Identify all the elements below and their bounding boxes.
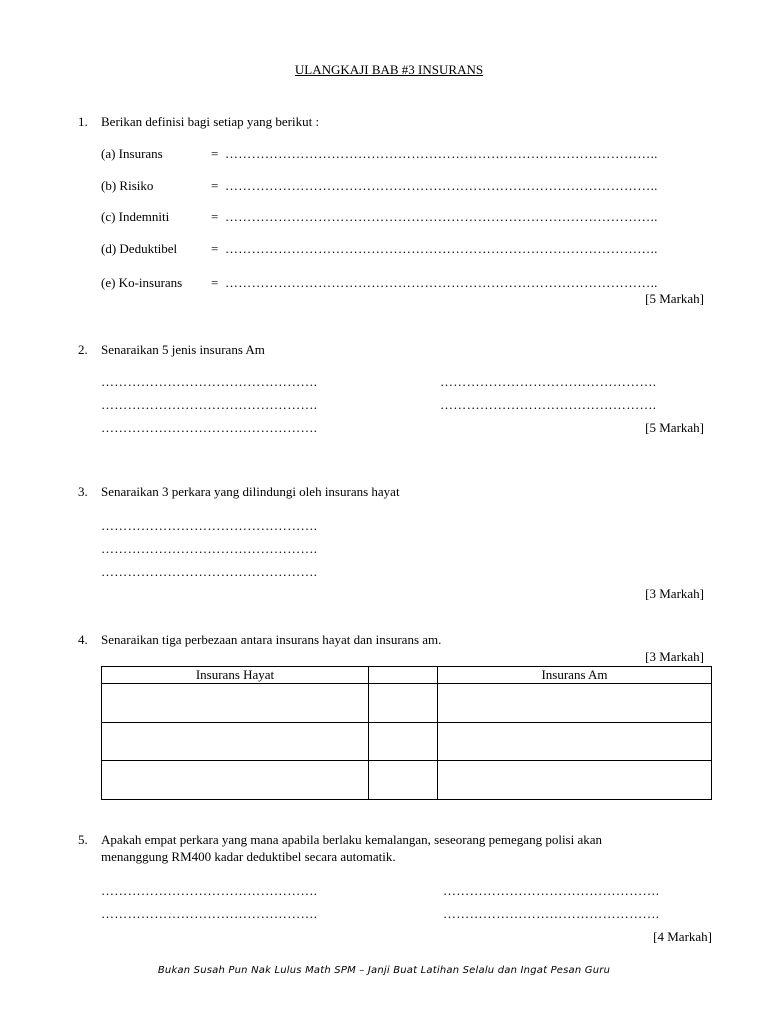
answer-line[interactable]: …………………………………………. bbox=[440, 397, 657, 412]
answer-line[interactable]: …………………………………………. bbox=[440, 374, 657, 389]
q2-text: Senaraikan 5 jenis insurans Am bbox=[101, 342, 265, 357]
table-row bbox=[102, 722, 712, 761]
table-cell[interactable] bbox=[369, 684, 438, 723]
table-cell[interactable] bbox=[369, 761, 438, 800]
q4-text: Senaraikan tiga perbezaan antara insurans hayat dan insurans am. bbox=[101, 632, 442, 647]
q1-item-label: (d) Deduktibel bbox=[101, 241, 178, 256]
q1-item-eq: = bbox=[211, 209, 219, 224]
answer-line[interactable]: …………………………………………. bbox=[101, 906, 318, 921]
q5-text-line2: menanggung RM400 kadar deduktibel secara automatik. bbox=[101, 849, 396, 864]
comparison-table bbox=[101, 666, 712, 800]
answer-line[interactable]: …………………………………………. bbox=[101, 397, 318, 412]
q5-number: 5. bbox=[78, 832, 88, 847]
q1-item-eq: = bbox=[211, 146, 219, 161]
q1-item-label: (e) Ko-insurans bbox=[101, 275, 183, 290]
table-cell[interactable] bbox=[102, 761, 369, 800]
answer-line[interactable]: …………………………………………. bbox=[101, 518, 318, 533]
q1-number: 1. bbox=[78, 114, 88, 129]
answer-line[interactable]: …………………………………………. bbox=[101, 420, 318, 435]
answer-line[interactable]: …………………………………………………………………………………….. bbox=[225, 146, 658, 161]
q4-marks: [3 Markah] bbox=[645, 649, 704, 664]
answer-line[interactable]: …………………………………………. bbox=[101, 564, 318, 579]
table-cell[interactable] bbox=[438, 722, 712, 761]
answer-line[interactable]: …………………………………………. bbox=[443, 883, 660, 898]
page-footer: Bukan Susah Pun Nak Lulus Math SPM – Janji Buat Latihan Selalu dan Ingat Pesan Guru bbox=[157, 965, 611, 976]
answer-line[interactable]: …………………………………………………………………………………….. bbox=[225, 209, 658, 224]
q1-item-label: (a) Insurans bbox=[101, 146, 163, 161]
q3-marks: [3 Markah] bbox=[645, 586, 704, 601]
table-cell[interactable] bbox=[438, 761, 712, 800]
column-header-insurans-am: Insurans Am bbox=[438, 667, 712, 684]
table-header-row bbox=[102, 667, 712, 684]
q5-text-line1: Apakah empat perkara yang mana apabila berlaku kemalangan, seseorang pemegang polisi akan bbox=[101, 832, 603, 847]
table-cell[interactable] bbox=[102, 684, 369, 723]
page-title: ULANGKAJI BAB #3 INSURANS bbox=[294, 62, 484, 77]
table-row bbox=[102, 761, 712, 800]
table-cell[interactable] bbox=[102, 722, 369, 761]
q2-marks: [5 Markah] bbox=[645, 420, 704, 435]
q2-number: 2. bbox=[78, 342, 88, 357]
table-cell[interactable] bbox=[369, 722, 438, 761]
q5-marks: [4 Markah] bbox=[653, 929, 712, 944]
q1-item-label: (c) Indemniti bbox=[101, 209, 170, 224]
answer-line[interactable]: …………………………………………………………………………………….. bbox=[225, 241, 658, 256]
answer-line[interactable]: …………………………………………. bbox=[101, 883, 318, 898]
q1-marks: [5 Markah] bbox=[645, 291, 704, 306]
q1-item-eq: = bbox=[211, 275, 219, 290]
column-header-insurans-hayat: Insurans Hayat bbox=[102, 667, 369, 684]
q4-number: 4. bbox=[78, 632, 88, 647]
answer-line[interactable]: …………………………………………. bbox=[101, 374, 318, 389]
answer-line[interactable]: …………………………………………………………………………………….. bbox=[225, 178, 658, 193]
column-header-blank bbox=[369, 667, 438, 684]
answer-line[interactable]: …………………………………………………………………………………….. bbox=[225, 275, 658, 290]
q1-item-eq: = bbox=[211, 241, 219, 256]
answer-line[interactable]: …………………………………………. bbox=[443, 906, 660, 921]
q1-text: Berikan definisi bagi setiap yang berikut : bbox=[101, 114, 320, 129]
table-cell[interactable] bbox=[438, 684, 712, 723]
q1-item-eq: = bbox=[211, 178, 219, 193]
answer-line[interactable]: …………………………………………. bbox=[101, 541, 318, 556]
q1-item-label: (b) Risiko bbox=[101, 178, 154, 193]
q3-text: Senaraikan 3 perkara yang dilindungi oleh insurans hayat bbox=[101, 484, 400, 499]
q3-number: 3. bbox=[78, 484, 88, 499]
table-row bbox=[102, 684, 712, 723]
